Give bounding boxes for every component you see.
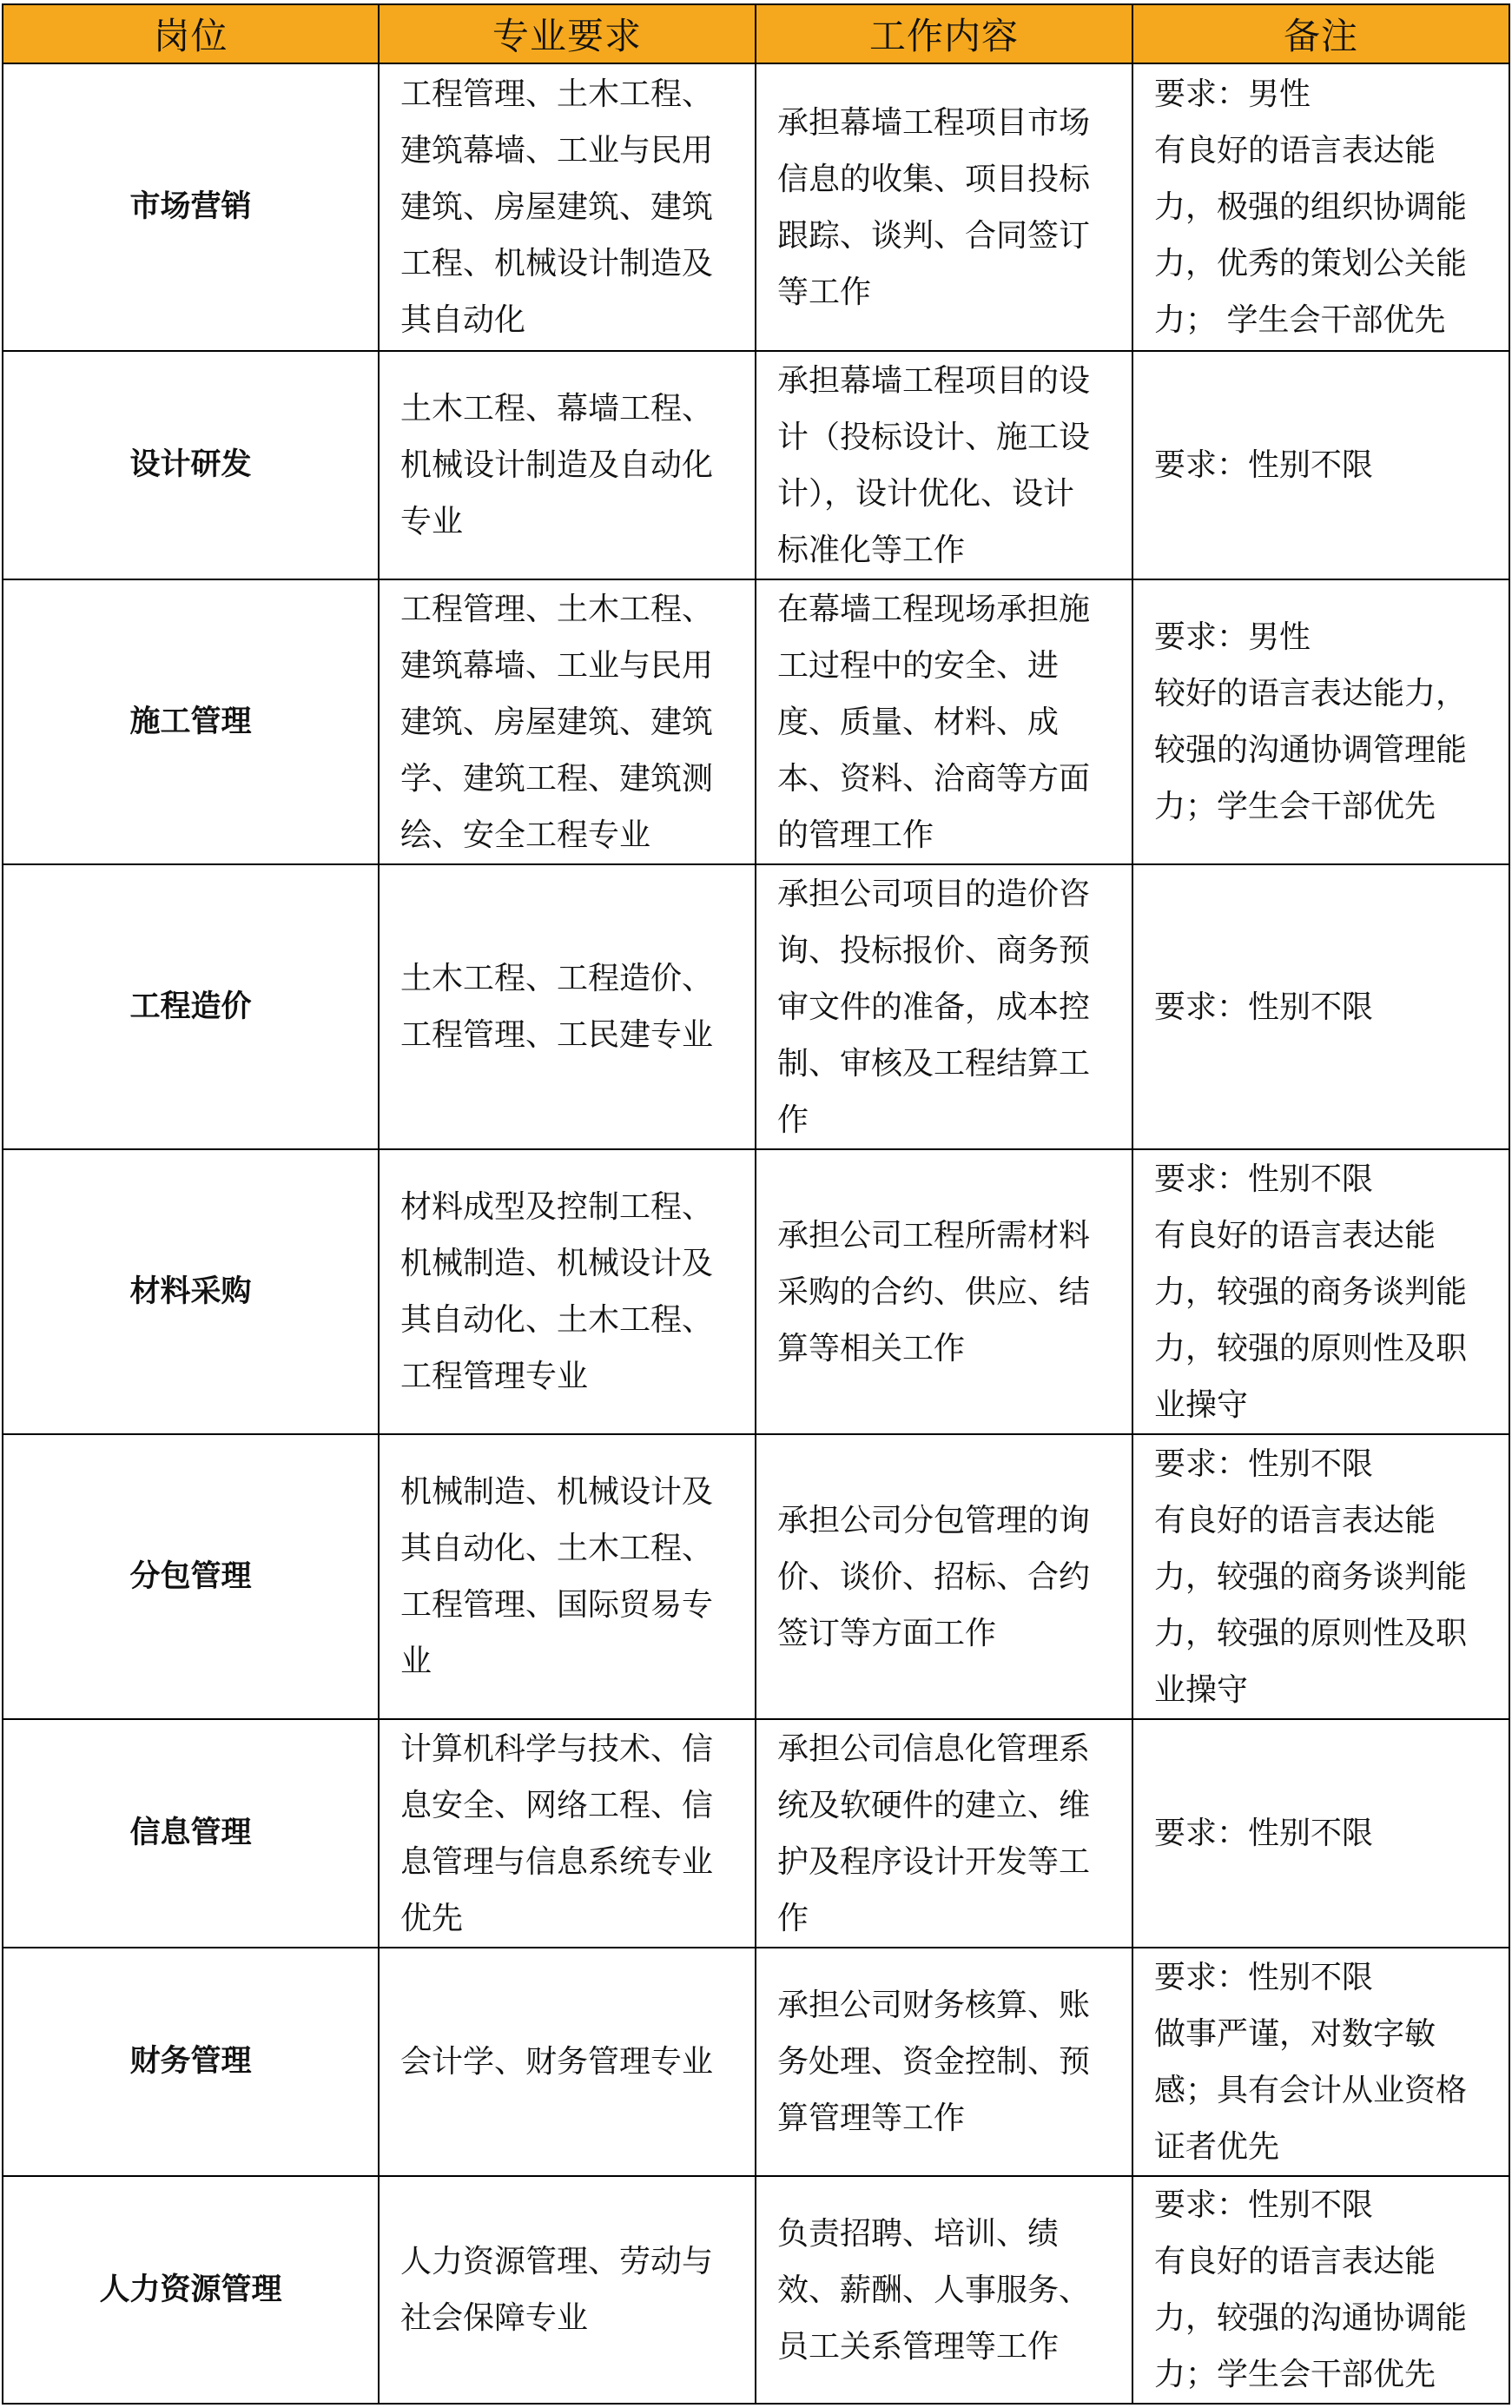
- position-cell: 人力资源管理: [3, 2176, 379, 2404]
- duties-line: 作: [777, 1101, 809, 1138]
- notes-cell: [1132, 1434, 1509, 1719]
- duties-line: 承担公司财务核算、账: [777, 1988, 1091, 2023]
- duties-line: 的管理工作: [777, 817, 934, 853]
- duties-line: 承担幕墙工程项目市场: [777, 104, 1091, 141]
- notes-line: 有良好的语言表达能: [1154, 2244, 1436, 2279]
- notes-line: 要求：男性: [1154, 619, 1311, 655]
- majors-line: 工程管理、土木工程、: [400, 591, 714, 627]
- header-notes: 备注: [1132, 4, 1509, 63]
- majors-cell: [379, 63, 756, 351]
- majors-cell: [379, 864, 756, 1149]
- majors-line: 社会保障专业: [400, 2300, 589, 2336]
- majors-cell: [379, 579, 756, 864]
- table-row: [3, 864, 1509, 1149]
- table-row: [3, 63, 1509, 351]
- duties-line: 员工关系管理等工作: [777, 2328, 1060, 2365]
- duties-line: 在幕墙工程现场承担施: [777, 591, 1091, 627]
- notes-line: 力；学生会干部优先: [1154, 2357, 1436, 2392]
- majors-line: 计算机科学与技术、信: [400, 1730, 714, 1767]
- majors-cell: [379, 1719, 756, 1948]
- notes-cell: [1132, 1149, 1509, 1434]
- duties-line: 信息的收集、项目投标: [777, 161, 1091, 197]
- majors-line: 建筑幕墙、工业与民用: [400, 647, 714, 684]
- duties-line: 护及程序设计开发等工: [777, 1843, 1091, 1880]
- notes-cell: [1132, 864, 1509, 1149]
- notes-line: 较强的沟通协调管理能: [1154, 732, 1468, 768]
- majors-line: 工程管理、工民建专业: [400, 1017, 714, 1053]
- majors-line: 建筑幕墙、工业与民用: [400, 133, 714, 169]
- duties-line: 算管理等工作: [777, 2100, 966, 2136]
- duties-cell: [756, 1719, 1132, 1948]
- table-row: [3, 1948, 1509, 2176]
- duties-cell: [756, 2176, 1132, 2404]
- duties-line: 度、质量、材料、成: [777, 704, 1060, 740]
- notes-line: 力，较强的沟通协调能: [1154, 2300, 1468, 2336]
- duties-cell: [756, 63, 1132, 351]
- notes-line: 有良好的语言表达能: [1154, 1502, 1436, 1538]
- header-majors: 专业要求: [379, 4, 756, 63]
- notes-line: 力，极强的组织协调能: [1154, 189, 1468, 225]
- notes-line: 做事严谨，对数字敏: [1154, 2015, 1436, 2052]
- header-position: 岗位: [3, 4, 379, 63]
- duties-line: 承担公司信息化管理系: [777, 1730, 1091, 1767]
- position-cell: 市场营销: [3, 63, 379, 351]
- notes-line: 业操守: [1154, 1386, 1249, 1423]
- notes-cell: [1132, 1948, 1509, 2176]
- duties-line: 审文件的准备，成本控: [777, 989, 1091, 1025]
- position-cell: 财务管理: [3, 1948, 379, 2176]
- table-body: [3, 63, 1509, 2404]
- notes-line: 力，较强的原则性及职: [1154, 1615, 1468, 1651]
- position-cell: 分包管理: [3, 1434, 379, 1719]
- notes-cell: [1132, 1719, 1509, 1948]
- notes-cell: [1132, 579, 1509, 864]
- position-cell: 施工管理: [3, 579, 379, 864]
- notes-line: 业操守: [1154, 1671, 1249, 1708]
- majors-line: 材料成型及控制工程、: [400, 1189, 714, 1225]
- majors-line: 其自动化、土木工程、: [400, 1531, 714, 1566]
- header-duties: 工作内容: [756, 4, 1132, 63]
- duties-line: 签订等方面工作: [777, 1615, 997, 1651]
- majors-line: 优先: [400, 1900, 464, 1936]
- majors-line: 人力资源管理、劳动与: [400, 2244, 714, 2279]
- table-row: [3, 1149, 1509, 1434]
- notes-line: 要求：性别不限: [1154, 1161, 1374, 1197]
- duties-line: 算等相关工作: [777, 1330, 966, 1366]
- duties-cell: [756, 351, 1132, 579]
- notes-line: 力； 学生会干部优先: [1154, 302, 1446, 338]
- majors-cell: [379, 1948, 756, 2176]
- notes-line: 有良好的语言表达能: [1154, 1217, 1436, 1254]
- duties-line: 承担幕墙工程项目的设: [777, 362, 1091, 399]
- notes-line: 力，较强的原则性及职: [1154, 1330, 1468, 1366]
- duties-line: 计（投标设计、施工设: [777, 419, 1091, 455]
- duties-line: 标准化等工作: [777, 532, 966, 568]
- notes-line: 力，优秀的策划公关能: [1154, 246, 1468, 281]
- duties-line: 作: [777, 1900, 809, 1936]
- table-row: [3, 2176, 1509, 2404]
- majors-line: 工程、机械设计制造及: [400, 246, 714, 281]
- notes-line: 要求：性别不限: [1154, 2187, 1374, 2223]
- majors-line: 土木工程、工程造价、: [400, 961, 714, 996]
- majors-line: 工程管理专业: [400, 1359, 589, 1394]
- majors-line: 机械制造、机械设计及: [400, 1474, 714, 1510]
- position-cell: 设计研发: [3, 351, 379, 579]
- table-row: [3, 351, 1509, 579]
- duties-cell: [756, 579, 1132, 864]
- majors-cell: [379, 351, 756, 579]
- majors-line: 学、建筑工程、建筑测: [400, 760, 714, 797]
- notes-cell: [1132, 2176, 1509, 2404]
- table-row: [3, 1434, 1509, 1719]
- majors-line: 业: [400, 1644, 432, 1679]
- notes-cell: [1132, 351, 1509, 579]
- notes-line: 较好的语言表达能力，: [1154, 676, 1468, 711]
- majors-line: 息管理与信息系统专业: [400, 1843, 714, 1880]
- table-row: [3, 1719, 1509, 1948]
- duties-line: 承担公司工程所需材料: [777, 1217, 1091, 1254]
- majors-line: 工程管理、土木工程、: [400, 76, 714, 112]
- majors-line: 会计学、财务管理专业: [400, 2044, 714, 2080]
- duties-line: 效、薪酬、人事服务、: [777, 2272, 1091, 2308]
- notes-line: 要求：性别不限: [1154, 989, 1374, 1025]
- majors-line: 机械设计制造及自动化: [400, 447, 714, 483]
- position-cell: 材料采购: [3, 1149, 379, 1434]
- duties-line: 采购的合约、供应、结: [777, 1273, 1091, 1310]
- majors-line: 绘、安全工程专业: [400, 817, 651, 853]
- majors-line: 工程管理、国际贸易专: [400, 1587, 714, 1623]
- table-header: [3, 4, 1509, 63]
- majors-line: 机械制造、机械设计及: [400, 1246, 714, 1281]
- notes-line: 感；具有会计从业资格: [1154, 2072, 1468, 2108]
- recruitment-table-container: [2, 3, 1509, 2405]
- duties-line: 询、投标报价、商务预: [777, 932, 1091, 969]
- majors-line: 土木工程、幕墙工程、: [400, 391, 714, 427]
- notes-line: 要求：性别不限: [1154, 1816, 1374, 1851]
- duties-line: 等工作: [777, 274, 872, 310]
- notes-line: 有良好的语言表达能: [1154, 133, 1436, 169]
- majors-cell: [379, 2176, 756, 2404]
- notes-line: 要求：男性: [1154, 76, 1311, 112]
- duties-line: 承担公司项目的造价咨: [777, 876, 1091, 912]
- majors-line: 其自动化: [400, 302, 526, 338]
- table-row: [3, 579, 1509, 864]
- majors-line: 专业: [400, 504, 464, 539]
- duties-cell: [756, 1434, 1132, 1719]
- majors-line: 建筑、房屋建筑、建筑: [400, 189, 714, 225]
- position-cell: 工程造价: [3, 864, 379, 1149]
- majors-cell: [379, 1434, 756, 1719]
- header-row: [3, 4, 1509, 63]
- duties-line: 负责招聘、培训、绩: [777, 2215, 1060, 2252]
- duties-line: 价、谈价、招标、合约: [777, 1558, 1091, 1595]
- duties-line: 承担公司分包管理的询: [777, 1502, 1091, 1538]
- majors-line: 建筑、房屋建筑、建筑: [400, 704, 714, 740]
- notes-line: 力；学生会干部优先: [1154, 789, 1436, 824]
- notes-line: 力，较强的商务谈判能: [1154, 1273, 1468, 1310]
- notes-line: 证者优先: [1154, 2128, 1280, 2165]
- notes-line: 要求：性别不限: [1154, 1959, 1374, 1995]
- majors-line: 息安全、网络工程、信: [400, 1787, 714, 1823]
- duties-line: 务处理、资金控制、预: [777, 2044, 1091, 2080]
- duties-cell: [756, 1948, 1132, 2176]
- majors-cell: [379, 1149, 756, 1434]
- duties-line: 本、资料、洽商等方面: [777, 760, 1091, 797]
- duties-line: 计），设计优化、设计: [777, 475, 1075, 512]
- notes-cell: [1132, 63, 1509, 351]
- duties-line: 跟踪、谈判、合同签订: [777, 217, 1091, 254]
- notes-line: 要求：性别不限: [1154, 447, 1374, 483]
- duties-line: 制、审核及工程结算工: [777, 1045, 1091, 1082]
- duties-line: 统及软硬件的建立、维: [777, 1787, 1091, 1823]
- position-cell: 信息管理: [3, 1719, 379, 1948]
- recruitment-table: [2, 3, 1510, 2405]
- majors-line: 其自动化、土木工程、: [400, 1302, 714, 1338]
- duties-cell: [756, 864, 1132, 1149]
- duties-cell: [756, 1149, 1132, 1434]
- notes-line: 要求：性别不限: [1154, 1445, 1374, 1482]
- duties-line: 工过程中的安全、进: [777, 647, 1060, 684]
- notes-line: 力，较强的商务谈判能: [1154, 1558, 1468, 1595]
